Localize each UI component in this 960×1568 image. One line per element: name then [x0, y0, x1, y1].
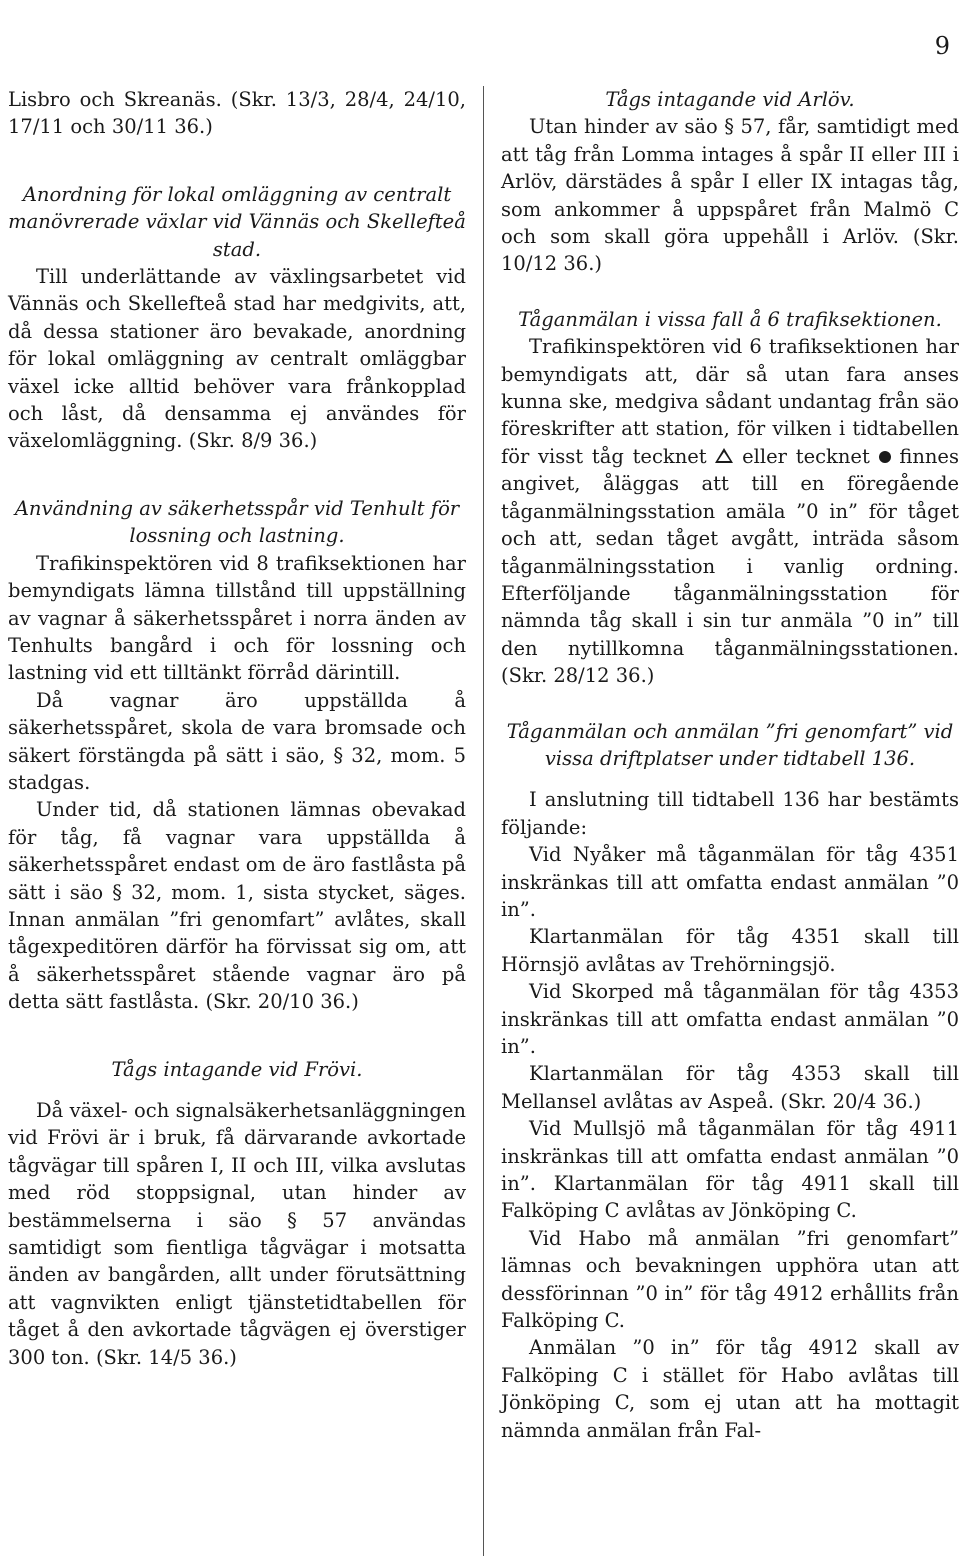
triangle-icon — [715, 448, 733, 463]
section-body-frovi: Då växel- och signalsäkerhetsanläggningen vid Frövi är i bruk, få därvarande avkortade tågvägar till spåren I, II och III, vilka avslutas med röd stoppsignal, utan hinder av bestämmelserna i säo § 57 användas samtidigt som fientliga tågvägar i motsatta änden av bangården, allt under förutsättning att vagnvikten enligt tjänstetidtabellen för tåget å den avkortade tågvägen ej överstiger 300 ton. (Skr. 14/5 36.) — [8, 1099, 466, 1369]
section-heading-vannas: Anordning för lokal omläggning av centralt manövrerade växlar vid Vännäs och Skellefteå stad. — [8, 182, 466, 261]
section-heading-arlov: Tågs intagande vid Arlöv. — [605, 88, 855, 111]
section-heading-taganmalan-6: Tåganmälan i vissa fall å 6 trafiksektionen. — [518, 307, 942, 331]
list-item: Klartanmälan för tåg 4351 skall till Hörnsjö avlåtas av Trehörningsjö. — [501, 925, 959, 976]
intro-text: Lisbro och Skreanäs. (Skr. 13/3, 28/4, 24/10, 17/11 och 30/11 36.) — [8, 88, 466, 139]
list-item: Vid Mullsjö må tåganmälan för tåg 4911 inskränkas till att omfatta endast anmälan ”0 in”. Klartanmälan för tåg 4911 skall till Falköping C avlåtas av Jönköping C. — [501, 1117, 959, 1223]
body-part-2: eller tecknet — [742, 444, 870, 468]
section-paragraph-tenhult-2: Då vagnar äro uppställda å säkerhetsspåret, skola de vara bromsade och säkert förstängda på sätt i säo, § 32, mom. 5 stadgas. — [8, 688, 466, 794]
section-heading-frovi: Tågs intagande vid Frövi. — [111, 1057, 363, 1081]
section-intro-tidtabell-136: I anslutning till tidtabell 136 har bestämts följande: — [501, 788, 959, 839]
right-column — [501, 86, 959, 1444]
list-item: Vid Skorped må tåganmälan för tåg 4353 inskränkas till att omfatta endast anmälan ”0 in”. — [501, 980, 959, 1058]
body-part-1: Trafikinspektören vid 6 trafiksektionen har bemyndigats att, där så utan fara anses kunna ske, medgiva sådant undantag från säo föreskrifter att station, för vilken i tidtabellen för visst tåg tecknet — [501, 335, 959, 468]
list-item: Vid Nyåker må tåganmälan för tåg 4351 inskränkas till att omfatta endast anmälan ”0 in”. — [501, 843, 959, 921]
body-part-3: finnes angivet, åläggas att till en föregående tåganmälningsstation amäla ”0 in” för tåget och att, sedan tåget avgått, inträda såsom tåganmälningsstation i vanlig ordning. Efterföljande tåganmälningsstation för nämnda tåg skall i sin tur anmäla ”0 in” till den nytillkomna tåganmälningsstationen. (Skr. 28/12 36.) — [501, 444, 959, 688]
page-number: 9 — [934, 32, 950, 60]
section-body-vannas: Till underlättande av växlingsarbetet vid Vännäs och Skellefteå stad har medgivits, att, då dessa stationer äro bevakade, anordning för lokal omläggning av centralt omläggbar växel icke alltid behöver vara frånkopplad och låst, då densamma ej användes för växelomläggning. (Skr. 8/9 36.) — [8, 265, 466, 453]
list-item: Vid Habo må anmälan ”fri genomfart” lämnas och bevakningen upphöra utan att dessförinnan ”0 in” för tåg 4912 erhållits från Falköping C. — [501, 1226, 959, 1333]
section-body-taganmalan-6 — [501, 333, 959, 689]
section-paragraph-tenhult-1: Trafikinspektören vid 8 trafiksektionen har bemyndigats lämna tillstånd till uppställning av vagnar å säkerhetsspåret i norra änden av Tenhults bangård i och för lossning och lastning vid ett tilltänkt förråd därintill. — [8, 551, 466, 685]
left-column — [8, 86, 466, 1371]
list-item: Anmälan ”0 in” för tåg 4912 skall av Falköping C i stället för Habo avlåtas till Jönköping C, som ej utan att ha mottagit nämnda anmälan från Fal- — [501, 1336, 959, 1442]
section-heading-tidtabell-136: Tåganmälan och anmälan ”fri genomfart” vid vissa driftplatser under tidtabell 136. — [506, 719, 954, 770]
filled-circle-icon — [879, 451, 891, 463]
column-divider — [483, 86, 484, 1556]
list-item: Klartanmälan för tåg 4353 skall till Mellansel avlåtas av Aspeå. (Skr. 20/4 36.) — [501, 1062, 959, 1113]
section-body-arlov: Utan hinder av säo § 57, får, samtidigt med att tåg från Lomma intages å spår II eller III i Arlöv, därstädes å spår I eller IX intagas tåg, som ankommer å uppspåret från Malmö C och som skall göra uppehåll i Arlöv. (Skr. 10/12 36.) — [501, 115, 959, 276]
section-paragraph-tenhult-3: Under tid, då stationen lämnas obevakad för tåg, få vagnar vara uppställda å säkerhetsspåret endast om de äro fastlåsta på sätt i säo § 32, mom. 1, sista stycket, säges. Innan anmälan ”fri genomfart” avlåtes, skall tågexpeditören därför ha förvissat sig om, att å säkerhetsspåret stående vagnar äro på detta sätt fastlåsta. (Skr. 20/10 36.) — [8, 798, 466, 1014]
section-heading-tenhult: Användning av säkerhetsspår vid Tenhult för lossning och lastning. — [14, 496, 460, 548]
